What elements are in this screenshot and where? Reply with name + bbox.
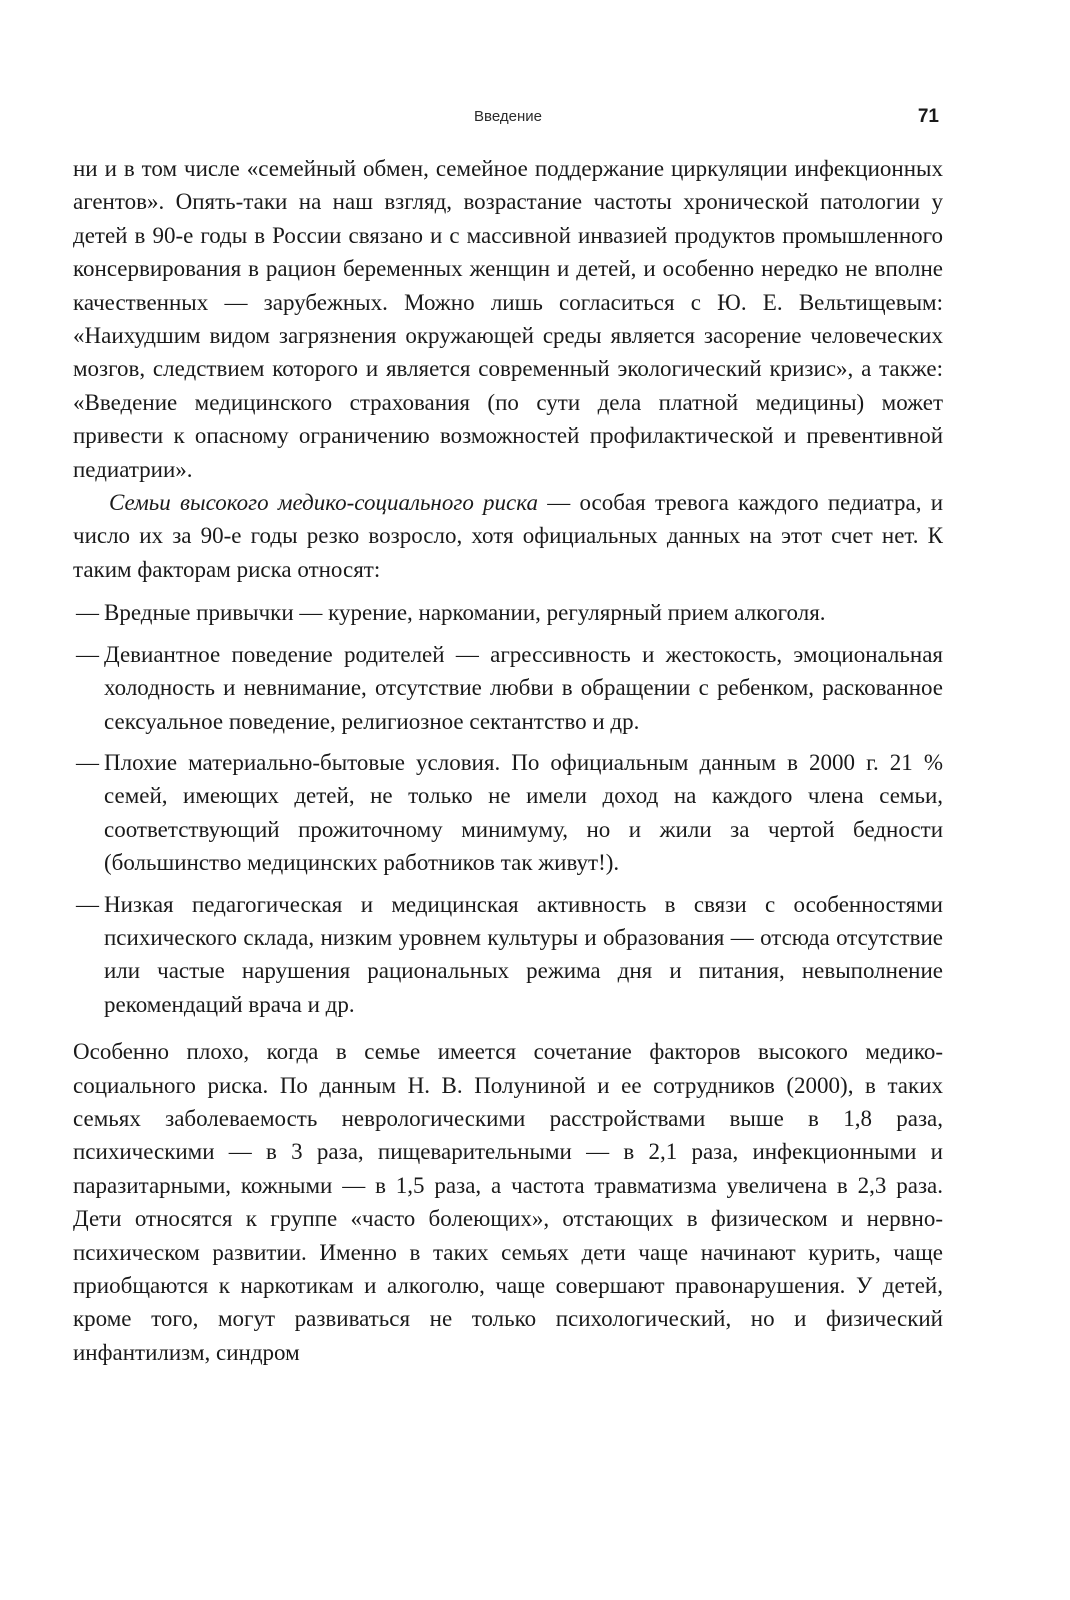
book-page [73, 0, 943, 1600]
list-dash: — [76, 600, 99, 626]
list-item [73, 746, 943, 880]
paragraph-risk-families [73, 486, 943, 586]
list-item-text: Девиантное поведение родителей — агрессивность и жестокость, эмоциональная холодность и невнимание, отсутствие любви в обращении с ребенком, раскованное сексуальное поведение, религиозное сектантство и др. [104, 641, 943, 734]
list-item-text: Плохие материально-бытовые условия. По официальным данным в 2000 г. 21 % семей, имеющих детей, не только не имели доход на каждого члена семьи, соответствующий прожиточному минимуму, но и жили за чертой бедности (большинство медицинских работников так живут!). [104, 749, 943, 876]
list-item-text: Низкая педагогическая и медицинская активность в связи с особенностями психического склада, низким уровнем культуры и образования — отсюда отсутствие или частые нарушения рациональных режима дня и питания, невыполнение рекомендаций врача и др. [104, 891, 943, 1017]
running-header [73, 104, 943, 130]
list-item [73, 596, 943, 629]
paragraph-text: — особая тревога каждого педиатра, и число их за 90-е годы резко возросло, хотя официальных данных на этот счет нет. К таким факторам риска относят: [73, 490, 943, 582]
running-title: Введение [474, 108, 542, 125]
list-item [73, 638, 943, 738]
paragraph-combined-factors: Особенно плохо, когда в семье имеется сочетание факторов высокого медико-социального риска. По данным Н. В. Полуниной и ее сотрудников (2000), в таких семьях заболеваемость неврологическими расстройствами выше в 1,8 раза, психическими — в 3 раза, пищеварительными — в 2,1 раза, инфекционными и паразитарными, кожными — в 1,5 раза, а частота травматизма увеличена в 2,3 раза. Дети относятся к группе «часто болеющих», отстающих в физическом и нервно-психическом развитии. Именно в таких семьях дети чаще начинают курить, чаще приобщаются к наркотикам и алкоголю, чаще совершают правонарушения. У детей, кроме того, могут развиваться не только психологический, но и физический инфантилизм, синдром [73, 1039, 943, 1365]
list-dash: — [76, 641, 99, 667]
list-item-text: Вредные привычки — курение, наркомании, регулярный прием алкоголя. [104, 600, 826, 626]
body-text [73, 152, 943, 1369]
italic-term: Семьи высокого медико-социального риска [109, 490, 538, 516]
paragraph-continuation: ни и в том числе «семейный обмен, семейное поддержание циркуляции инфекционных агентов». Опять-таки на наш взгляд, возрастание частоты хронической патологии у детей в 90-е годы в России связано и с массивной инвазией продуктов промышленного консервирования в рацион беременных женщин и детей, и особенно нередко не вполне качественных — зарубежных. Можно лишь согласиться с Ю. Е. Вельтищевым: «Наихудшим видом загрязнения окружающей среды является засорение человеческих мозгов, следствием которого и является современный экологический кризис», а также: «Введение медицинского страхования (по сути дела платной медицины) может привести к опасному ограничению возможностей профилактической и превентивной педиатрии». [73, 156, 943, 482]
list-dash: — [76, 891, 99, 917]
list-item [73, 888, 943, 1022]
page-number: 71 [917, 106, 939, 127]
risk-factor-list [73, 596, 943, 1021]
list-dash: — [76, 749, 99, 775]
